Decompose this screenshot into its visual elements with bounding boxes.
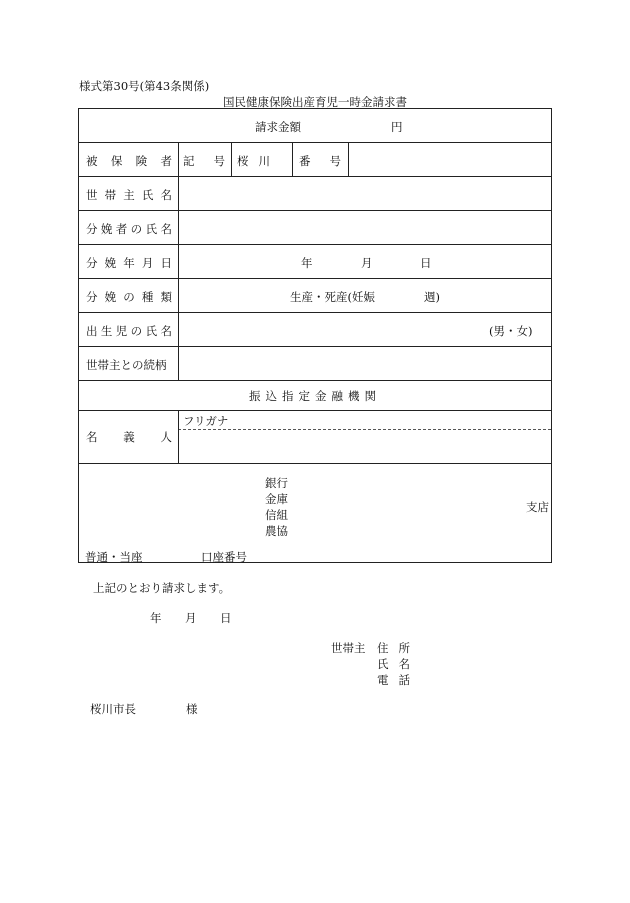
label-char: 義 (123, 430, 135, 444)
label-char: 氏 (145, 324, 158, 338)
label-char: 名 (86, 430, 98, 444)
furigana-label: フリガナ (183, 414, 229, 428)
label-char: 名 (160, 222, 172, 236)
label-char: 帯 (104, 188, 117, 202)
relation-label: 世帯主との続柄 (86, 358, 167, 372)
birth-date-label (86, 255, 172, 271)
claim-date-year: 年 (150, 611, 162, 625)
bank-type-noukyou: 農協 (265, 524, 288, 538)
label-char: 娩 (100, 222, 113, 236)
applicant-address-label: 住所 (377, 641, 420, 655)
label-char: 保 (110, 154, 123, 168)
mother-name-label (86, 221, 172, 237)
label-char: 番 (299, 154, 311, 168)
account-holder-label (86, 429, 172, 445)
bank-type-shinkumi: 信組 (265, 508, 288, 522)
label-char: の (130, 222, 143, 236)
child-name-label (86, 323, 172, 339)
bank-type-kinko: 金庫 (265, 492, 288, 506)
child-sex-options: (男・女) (489, 324, 533, 338)
label-char: 者 (160, 154, 172, 168)
label-char: 娩 (104, 290, 117, 304)
honorific: 様 (186, 702, 198, 716)
bangou-label (299, 153, 341, 169)
label-char: 分 (86, 222, 98, 236)
label-char: 類 (160, 290, 172, 304)
label-char: 月 (141, 256, 154, 270)
label-char: 者 (115, 222, 128, 236)
kigou-value: 桜川 (237, 154, 280, 168)
form-number-label: 様式第30号(第43条関係) (79, 79, 210, 93)
label-char: 年 (123, 256, 135, 270)
label-char: 出 (86, 324, 98, 338)
branch-label: 支店 (526, 500, 549, 514)
label-char: 児 (115, 324, 128, 338)
label-char: の (123, 290, 135, 304)
label-char: 娩 (104, 256, 117, 270)
label-char: 分 (86, 256, 98, 270)
label-char: 険 (135, 154, 148, 168)
claim-date-month: 月 (185, 611, 197, 625)
account-type-options: 普通・当座 (85, 550, 143, 564)
claim-date-day: 日 (220, 611, 232, 625)
birth-month-unit: 月 (361, 256, 373, 270)
label-char: 記 (183, 154, 195, 168)
label-char: 日 (160, 256, 172, 270)
applicant-role: 世帯主 (331, 641, 366, 655)
kigou-label (183, 153, 225, 169)
gestation-week-unit: 週) (424, 290, 440, 304)
applicant-name-label: 氏名 (377, 657, 420, 671)
insured-person-label (86, 153, 172, 169)
claim-amount-label: 請求金額 (255, 120, 301, 134)
label-char: 人 (160, 430, 172, 444)
birth-type-options: 生産・死産(妊娠 (290, 290, 375, 304)
label-char: 号 (329, 154, 341, 168)
householder-name-label (86, 187, 172, 203)
label-char: 種 (141, 290, 154, 304)
label-char: 名 (160, 324, 172, 338)
label-char: 氏 (141, 188, 154, 202)
birth-year-unit: 年 (301, 256, 313, 270)
bank-type-ginkou: 銀行 (265, 476, 288, 490)
label-char: 分 (86, 290, 98, 304)
yen-unit: 円 (391, 120, 403, 134)
label-char: 主 (123, 188, 135, 202)
birth-day-unit: 日 (420, 256, 432, 270)
applicant-phone-label: 電話 (377, 673, 420, 687)
label-char: 号 (213, 154, 225, 168)
claim-statement: 上記のとおり請求します。 (93, 581, 231, 595)
claim-form-table (78, 108, 552, 563)
document-title: 国民健康保険出産育児一時金請求書 (223, 95, 407, 109)
account-number-label: 口座番号 (201, 550, 247, 564)
mother-name-field[interactable] (179, 211, 551, 243)
label-char: 世 (86, 188, 98, 202)
relation-field[interactable] (179, 347, 551, 379)
insured-number-field[interactable] (349, 143, 551, 175)
label-char: 生 (100, 324, 113, 338)
mayor-addressee: 桜川市長 (90, 702, 136, 716)
householder-name-field[interactable] (179, 177, 551, 209)
label-char: 名 (160, 188, 172, 202)
label-char: 氏 (145, 222, 158, 236)
label-char: の (130, 324, 143, 338)
account-holder-field[interactable] (179, 431, 551, 462)
label-char: 被 (86, 154, 98, 168)
bank-section-header: 振込指定金融機関 (249, 389, 381, 403)
birth-type-label (86, 289, 172, 305)
